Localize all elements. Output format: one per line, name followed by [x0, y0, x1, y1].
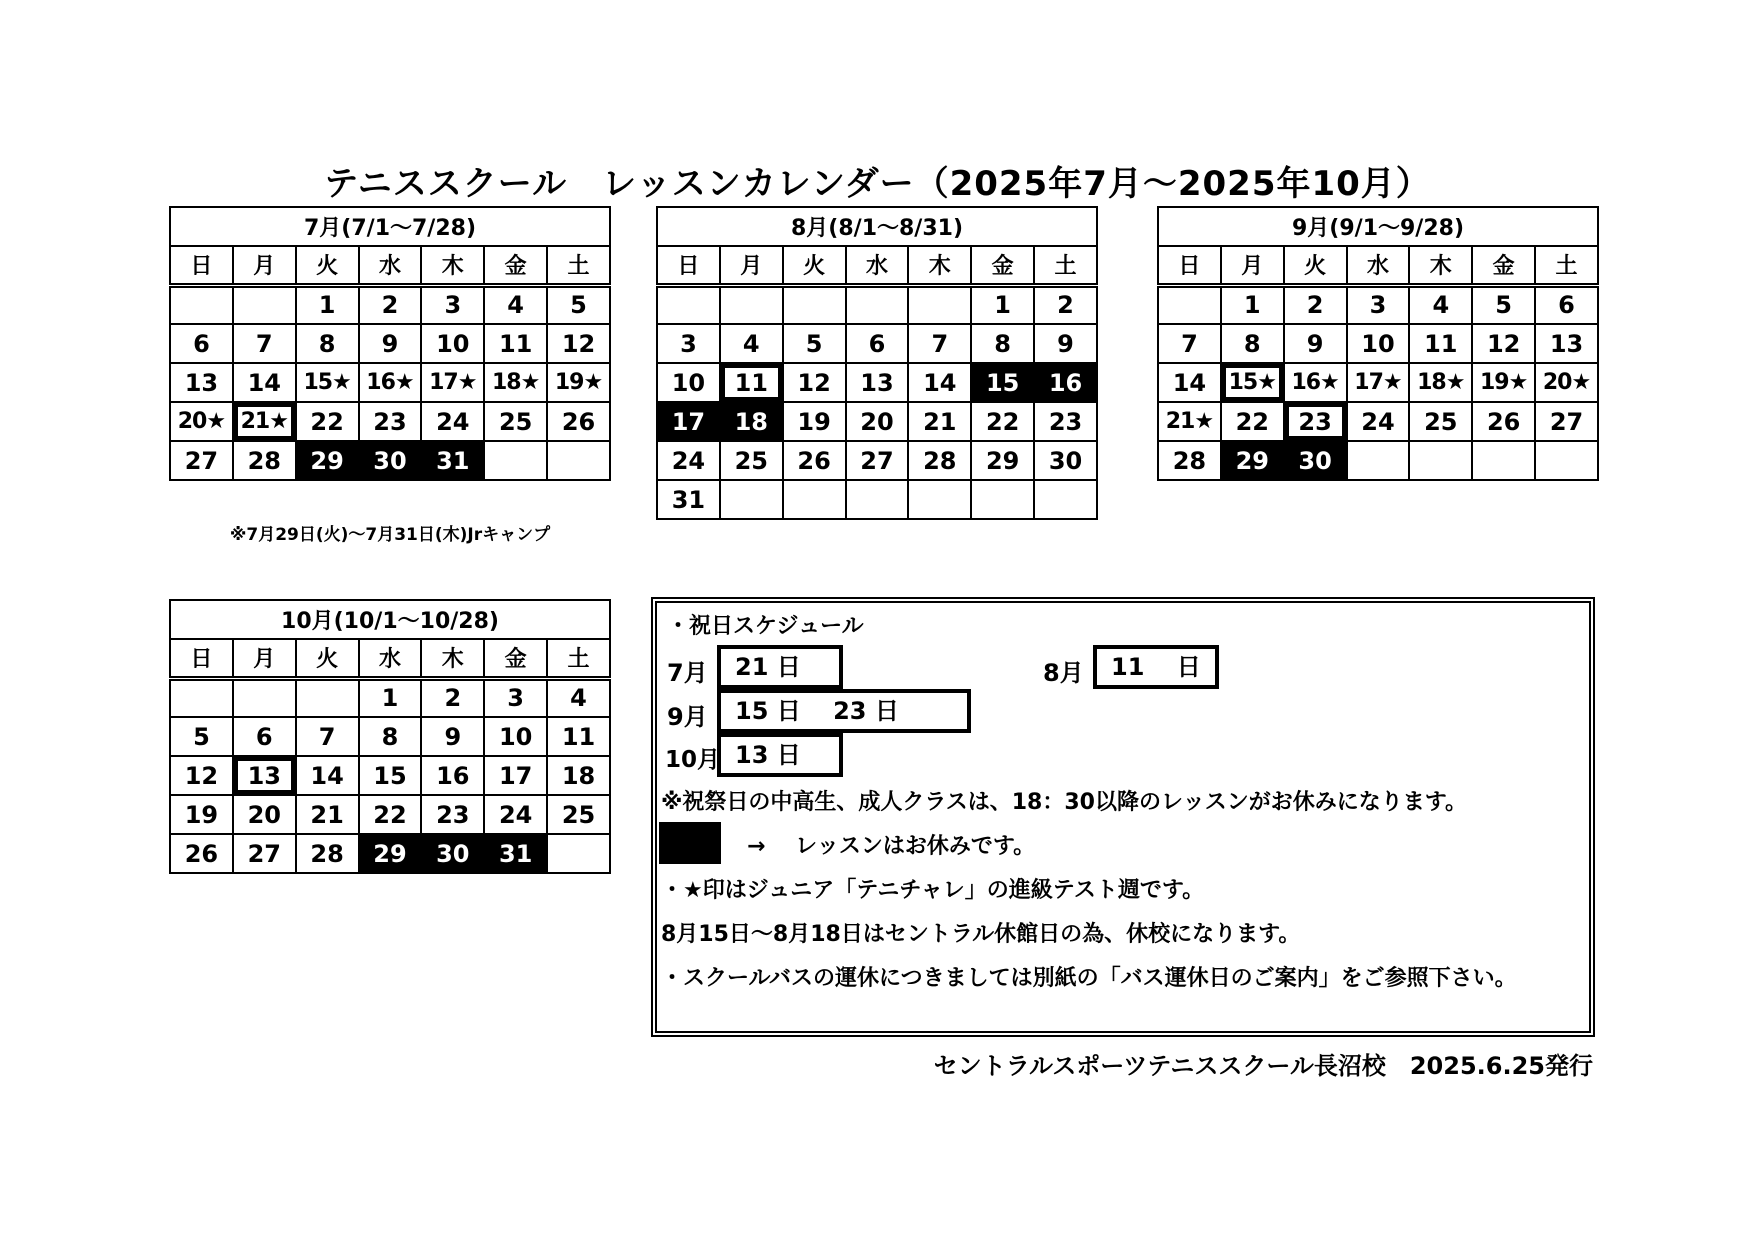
test-week-day-cell: 20★ [1535, 363, 1598, 402]
month-title: 10月(10/1～10/28) [170, 600, 610, 639]
day-cell: 28 [908, 441, 971, 480]
day-cell [296, 678, 359, 717]
info-panel [651, 597, 1595, 1037]
weekday-sat: 土 [547, 639, 610, 678]
test-week-day-cell: 17★ [421, 363, 484, 402]
day-cell: 30 [1034, 441, 1097, 480]
test-week-day-cell: 18★ [1409, 363, 1472, 402]
closed-day-cell: 29 [1221, 441, 1284, 480]
week-row [1158, 441, 1598, 480]
issuer-footer: セントラルスポーツテニススクール長沼校 2025.6.25発行 [933, 1052, 1593, 1080]
calendar-september [1157, 206, 1599, 481]
day-cell: 8 [296, 324, 359, 363]
day-cell: 3 [657, 324, 720, 363]
day-cell: 13 [846, 363, 909, 402]
week-row [170, 717, 610, 756]
day-cell [547, 834, 610, 873]
day-cell: 23 [359, 402, 422, 441]
closed-day-cell: 30 [1284, 441, 1347, 480]
test-week-day-cell: 18★ [484, 363, 547, 402]
closed-day-cell: 17 [657, 402, 720, 441]
day-cell: 27 [1535, 402, 1598, 441]
day-cell [170, 285, 233, 324]
week-row [170, 285, 610, 324]
closed-day-cell: 31 [421, 441, 484, 480]
day-cell: 10 [1347, 324, 1410, 363]
test-week-day-cell: 19★ [547, 363, 610, 402]
week-row [170, 795, 610, 834]
test-week-day-cell: 21★ [1158, 402, 1221, 441]
day-cell: 26 [547, 402, 610, 441]
day-cell [233, 285, 296, 324]
day-cell: 22 [359, 795, 422, 834]
day-cell: 4 [720, 324, 783, 363]
day-cell: 22 [971, 402, 1034, 441]
sep-holiday-box: 15 日 23 日 [717, 689, 971, 733]
jr-camp-note: ※7月29日(火)～7月31日(木)Jrキャンプ [229, 525, 551, 545]
day-cell: 26 [783, 441, 846, 480]
day-cell: 2 [1284, 285, 1347, 324]
day-cell: 28 [1158, 441, 1221, 480]
day-cell [783, 285, 846, 324]
day-cell: 14 [296, 756, 359, 795]
weekday-tue: 火 [783, 246, 846, 285]
day-cell: 31 [657, 480, 720, 519]
day-cell: 1 [1221, 285, 1284, 324]
day-cell: 7 [1158, 324, 1221, 363]
week-row [657, 324, 1097, 363]
day-cell [720, 480, 783, 519]
day-cell: 20 [846, 402, 909, 441]
star-test-note: ・★印はジュニア「テニチャレ」の進級テスト週です。 [661, 878, 1205, 903]
weekday-mon: 月 [720, 246, 783, 285]
week-row [1158, 324, 1598, 363]
day-cell [783, 480, 846, 519]
month-title: 7月(7/1～7/28) [170, 207, 610, 246]
day-cell: 25 [484, 402, 547, 441]
week-row [170, 363, 610, 402]
day-cell: 21 [296, 795, 359, 834]
day-cell: 27 [846, 441, 909, 480]
test-week-day-cell: 15★ [296, 363, 359, 402]
weekday-tue: 火 [296, 246, 359, 285]
calendar-july [169, 206, 611, 481]
weekday-tue: 火 [296, 639, 359, 678]
day-cell: 12 [547, 324, 610, 363]
school-bus-note: ・スクールバスの運休につきましては別紙の「バス運休日のご案内」をご参照下さい。 [661, 966, 1517, 991]
week-row [657, 480, 1097, 519]
day-cell: 25 [547, 795, 610, 834]
weekday-fri: 金 [1472, 246, 1535, 285]
weekday-tue: 火 [1284, 246, 1347, 285]
weekday-mon: 月 [1221, 246, 1284, 285]
week-row [1158, 402, 1598, 441]
week-row [657, 441, 1097, 480]
week-row [170, 834, 610, 873]
week-row [1158, 363, 1598, 402]
closed-day-cell: 30 [359, 441, 422, 480]
day-cell: 24 [1347, 402, 1410, 441]
facility-closure-note: 8月15日～8月18日はセントラル休館日の為、休校になります。 [661, 922, 1301, 947]
day-cell: 1 [296, 285, 359, 324]
day-cell: 6 [1535, 285, 1598, 324]
closed-day-cell: 15 [971, 363, 1034, 402]
day-cell: 18 [547, 756, 610, 795]
jul-holiday-box: 21 日 [717, 645, 843, 689]
day-cell: 5 [170, 717, 233, 756]
weekday-wed: 水 [846, 246, 909, 285]
day-cell [846, 285, 909, 324]
day-cell: 25 [1409, 402, 1472, 441]
day-cell: 19 [783, 402, 846, 441]
day-cell [1158, 285, 1221, 324]
holiday-day-cell: 23 [1284, 402, 1347, 441]
day-cell: 12 [1472, 324, 1535, 363]
day-cell: 10 [657, 363, 720, 402]
weekday-thu: 木 [908, 246, 971, 285]
day-cell [1535, 441, 1598, 480]
day-cell: 25 [720, 441, 783, 480]
weekday-mon: 月 [233, 246, 296, 285]
day-cell: 11 [484, 324, 547, 363]
weekday-sun: 日 [657, 246, 720, 285]
day-cell: 14 [908, 363, 971, 402]
day-cell: 16 [421, 756, 484, 795]
day-cell [846, 480, 909, 519]
day-cell [1347, 441, 1410, 480]
day-cell: 10 [484, 717, 547, 756]
weekday-sat: 土 [547, 246, 610, 285]
week-row [657, 285, 1097, 324]
day-cell: 6 [233, 717, 296, 756]
day-cell [547, 441, 610, 480]
day-cell: 24 [421, 402, 484, 441]
day-cell: 6 [170, 324, 233, 363]
week-row [170, 678, 610, 717]
test-week-day-cell: 17★ [1347, 363, 1410, 402]
closed-day-cell: 18 [720, 402, 783, 441]
day-cell: 13 [170, 363, 233, 402]
month-title: 9月(9/1～9/28) [1158, 207, 1598, 246]
day-cell: 27 [233, 834, 296, 873]
day-cell: 23 [421, 795, 484, 834]
day-cell: 26 [170, 834, 233, 873]
day-cell [233, 678, 296, 717]
day-cell: 1 [971, 285, 1034, 324]
holiday-day-cell: 15★ [1221, 363, 1284, 402]
day-cell: 21 [908, 402, 971, 441]
day-cell: 29 [971, 441, 1034, 480]
day-cell [1472, 441, 1535, 480]
weekday-thu: 木 [421, 246, 484, 285]
day-cell: 9 [421, 717, 484, 756]
day-cell: 20 [233, 795, 296, 834]
day-cell: 10 [421, 324, 484, 363]
week-row [657, 402, 1097, 441]
day-cell [1034, 480, 1097, 519]
day-cell: 24 [484, 795, 547, 834]
day-cell: 27 [170, 441, 233, 480]
day-cell: 5 [547, 285, 610, 324]
day-cell: 28 [296, 834, 359, 873]
holiday-class-note: ※祝祭日の中高生、成人クラスは、18：30以降のレッスンがお休みになります。 [661, 790, 1467, 815]
day-cell [971, 480, 1034, 519]
week-row [1158, 285, 1598, 324]
day-cell: 8 [971, 324, 1034, 363]
closed-day-cell: 30 [421, 834, 484, 873]
week-row [657, 363, 1097, 402]
day-cell: 24 [657, 441, 720, 480]
closed-legend-text: → レッスンはお休みです。 [747, 834, 1036, 859]
weekday-sat: 土 [1535, 246, 1598, 285]
week-row [170, 441, 610, 480]
weekday-fri: 金 [484, 639, 547, 678]
week-row [170, 324, 610, 363]
closed-day-cell: 16 [1034, 363, 1097, 402]
day-cell: 4 [1409, 285, 1472, 324]
weekday-wed: 水 [359, 639, 422, 678]
test-week-day-cell: 19★ [1472, 363, 1535, 402]
holiday-day-cell: 11 [720, 363, 783, 402]
weekday-sun: 日 [170, 639, 233, 678]
day-cell: 28 [233, 441, 296, 480]
closed-day-cell: 29 [359, 834, 422, 873]
day-cell [908, 480, 971, 519]
day-cell [484, 441, 547, 480]
day-cell: 1 [359, 678, 422, 717]
weekday-fri: 金 [971, 246, 1034, 285]
day-cell [657, 285, 720, 324]
day-cell: 6 [846, 324, 909, 363]
day-cell: 22 [1221, 402, 1284, 441]
weekday-sat: 土 [1034, 246, 1097, 285]
test-week-day-cell: 16★ [359, 363, 422, 402]
weekday-wed: 水 [359, 246, 422, 285]
weekday-wed: 水 [1347, 246, 1410, 285]
day-cell: 13 [1535, 324, 1598, 363]
test-week-day-cell: 16★ [1284, 363, 1347, 402]
holiday-day-cell: 13 [233, 756, 296, 795]
aug-holiday-label: 8月 [1043, 659, 1084, 687]
day-cell: 11 [1409, 324, 1472, 363]
jul-holiday-label: 7月 [667, 659, 708, 687]
day-cell: 9 [359, 324, 422, 363]
day-cell: 26 [1472, 402, 1535, 441]
day-cell: 3 [421, 285, 484, 324]
day-cell: 4 [484, 285, 547, 324]
day-cell: 14 [233, 363, 296, 402]
calendar-august [656, 206, 1098, 520]
week-row [170, 402, 610, 441]
oct-holiday-box: 13 日 [717, 733, 843, 777]
day-cell [720, 285, 783, 324]
day-cell: 7 [233, 324, 296, 363]
day-cell: 9 [1034, 324, 1097, 363]
day-cell: 4 [547, 678, 610, 717]
holiday-schedule-heading: ・祝日スケジュール [667, 614, 864, 639]
day-cell: 7 [908, 324, 971, 363]
closed-day-cell: 31 [484, 834, 547, 873]
day-cell: 15 [359, 756, 422, 795]
oct-holiday-label: 10月 [665, 747, 721, 773]
day-cell: 3 [484, 678, 547, 717]
day-cell: 12 [170, 756, 233, 795]
day-cell: 3 [1347, 285, 1410, 324]
day-cell: 8 [1221, 324, 1284, 363]
day-cell: 9 [1284, 324, 1347, 363]
day-cell [908, 285, 971, 324]
day-cell: 11 [547, 717, 610, 756]
weekday-sun: 日 [1158, 246, 1221, 285]
closed-day-cell: 29 [296, 441, 359, 480]
day-cell: 14 [1158, 363, 1221, 402]
holiday-day-cell: 21★ [233, 402, 296, 441]
day-cell: 19 [170, 795, 233, 834]
week-row [170, 756, 610, 795]
day-cell: 8 [359, 717, 422, 756]
test-week-day-cell: 20★ [170, 402, 233, 441]
month-title: 8月(8/1～8/31) [657, 207, 1097, 246]
day-cell: 2 [1034, 285, 1097, 324]
day-cell [1409, 441, 1472, 480]
weekday-fri: 金 [484, 246, 547, 285]
day-cell: 2 [359, 285, 422, 324]
weekday-sun: 日 [170, 246, 233, 285]
calendar-october [169, 599, 611, 874]
weekday-thu: 木 [1409, 246, 1472, 285]
day-cell: 5 [783, 324, 846, 363]
weekday-thu: 木 [421, 639, 484, 678]
weekday-mon: 月 [233, 639, 296, 678]
day-cell: 12 [783, 363, 846, 402]
page-title: テニススクール レッスンカレンダー（2025年7月～2025年10月） [324, 164, 1431, 204]
day-cell: 7 [296, 717, 359, 756]
day-cell [170, 678, 233, 717]
day-cell: 23 [1034, 402, 1097, 441]
day-cell: 5 [1472, 285, 1535, 324]
aug-holiday-box: 11 日 [1093, 645, 1219, 689]
sep-holiday-label: 9月 [667, 703, 708, 731]
day-cell: 22 [296, 402, 359, 441]
day-cell: 17 [484, 756, 547, 795]
day-cell: 2 [421, 678, 484, 717]
closed-legend-swatch [659, 822, 721, 864]
